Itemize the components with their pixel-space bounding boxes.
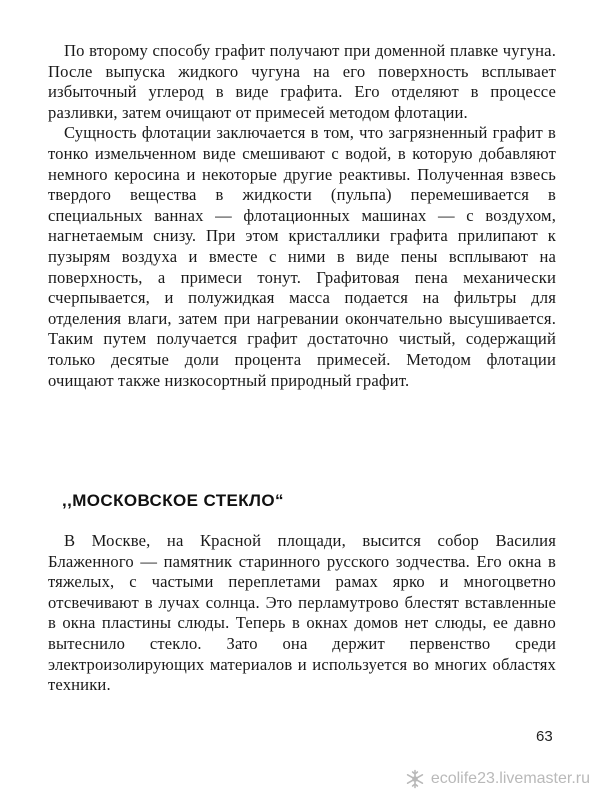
paragraph: Сущность флотации заключается в том, что загрязненный графит в тонко измельченном виде смешивают с водой, в которую добавляют немного керосина и некоторые другие реактивы. Полученная взвесь твердого вещества в жидкости (пульпа) перемешивается в специальных ваннах — флотационных машинах — с воздухом, нагнетаемым снизу. При этом кристаллики графита прилипают к пузырям воздуха и вместе с ними в виде пены всплывают на поверхность, а примеси тонут. Графитовая пена механически счерпывается, и полужидкая масса подается на фильтры для отделения влаги, затем при нагревании окончательно высушивается. Таким путем получается графит достаточно чистый, содержащий только десятые доли процента примесей. Методом флотации очищают также низкосортный природный графит.	[48, 123, 556, 390]
section-heading: ,,МОСКОВСКОЕ СТЕКЛО“	[62, 491, 284, 510]
snowflake-icon	[405, 769, 425, 789]
watermark	[405, 769, 590, 789]
text-section-glass	[48, 531, 556, 696]
watermark-text: ecolife23.livemaster.ru	[430, 770, 590, 787]
text-section-graphite	[48, 41, 556, 391]
page-number: 63	[536, 728, 553, 745]
paragraph: По второму способу графит получают при доменной плавке чугуна. После выпуска жидкого чугуна на его поверхность всплывает избыточный углерод в виде графита. Его отделяют в процессе разливки, затем очищают от примесей методом флотации.	[48, 41, 556, 122]
paragraph: В Москве, на Красной площади, высится собор Василия Блаженного — памятник старинного русского зодчества. Его окна в тяжелых, с частыми переплетами рамах ярко и многоцветно отсвечивают в лучах солнца. Это перламутрово блестят вставленные в окна пластины слюды. Теперь в окнах домов нет слюды, ее давно вытеснило стекло. Зато она держит первенство среди электроизолирующих материалов и используется во многих областях техники.	[48, 531, 556, 695]
